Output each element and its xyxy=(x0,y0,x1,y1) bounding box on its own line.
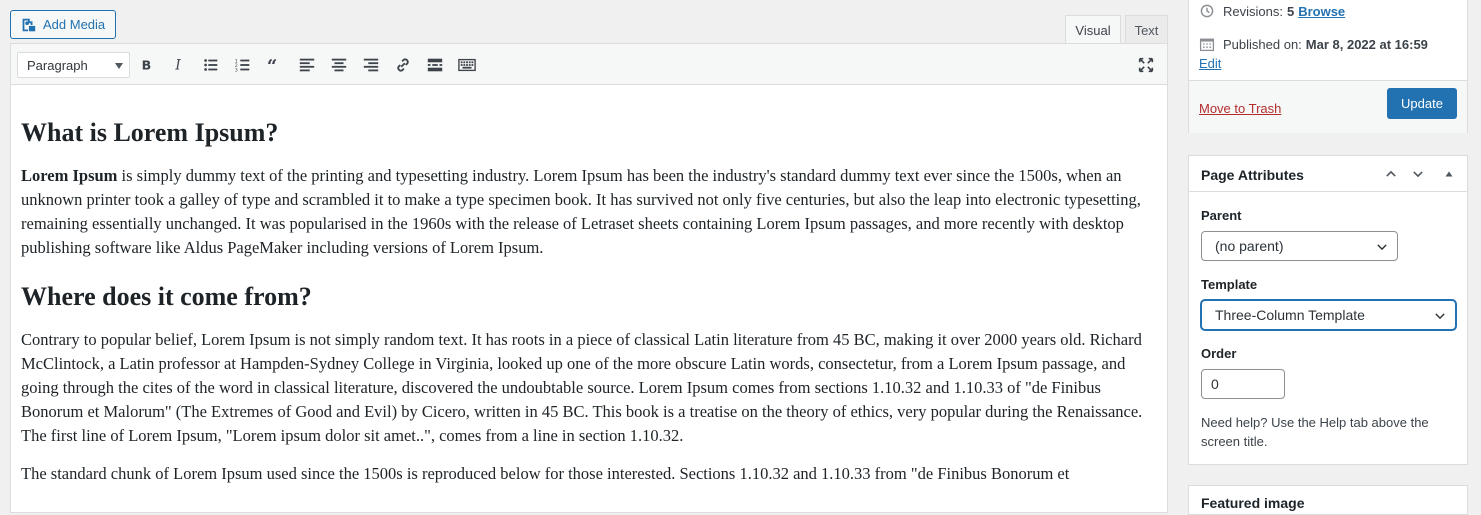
editor-content[interactable] xyxy=(21,96,1157,500)
align-center-icon xyxy=(330,56,348,74)
align-right-button[interactable] xyxy=(358,53,384,77)
bold-button[interactable] xyxy=(134,53,160,77)
heading-what-is: What is Lorem Ipsum? xyxy=(21,118,279,147)
insert-link-button[interactable] xyxy=(390,53,416,77)
revisions-label: Revisions: xyxy=(1223,3,1283,19)
publish-actions xyxy=(1189,80,1467,133)
order-label: Order xyxy=(1201,346,1237,361)
published-label: Published on: xyxy=(1223,36,1302,52)
keyboard-icon xyxy=(458,56,476,74)
template-select-value: Three-Column Template xyxy=(1215,307,1365,323)
align-right-icon xyxy=(362,56,380,74)
align-center-button[interactable] xyxy=(326,53,352,77)
chevron-down-icon xyxy=(115,63,123,69)
history-icon xyxy=(1199,3,1215,19)
parent-select[interactable] xyxy=(1201,231,1398,261)
fullscreen-icon xyxy=(1137,56,1155,74)
paragraph-3: The standard chunk of Lorem Ipsum used since the 1500s is reproduced below for those interested. Sections 1.10.32 and 1.10.33 from "de Finibus Bonorum et xyxy=(21,464,1070,483)
featured-image-title: Featured image xyxy=(1201,495,1305,511)
svg-text:I: I xyxy=(175,57,181,74)
svg-text:3: 3 xyxy=(234,68,238,74)
bullet-list-icon xyxy=(202,56,220,74)
paragraph-1 xyxy=(21,164,1157,260)
link-icon xyxy=(394,56,412,74)
heading-where-from: Where does it come from? xyxy=(21,282,312,311)
page-attributes-header xyxy=(1189,156,1467,192)
featured-image-box xyxy=(1188,485,1468,515)
publish-box xyxy=(1188,0,1468,133)
fullscreen-button[interactable] xyxy=(1133,53,1159,77)
chevron-up-icon xyxy=(1384,167,1398,181)
revisions-row xyxy=(1199,3,1345,19)
tab-visual[interactable]: Visual xyxy=(1065,15,1121,44)
order-input[interactable]: 0 xyxy=(1201,369,1285,399)
published-date: Mar 8, 2022 at 16:59 xyxy=(1305,36,1428,52)
bullet-list-button[interactable] xyxy=(198,53,224,77)
blockquote-button[interactable] xyxy=(262,53,288,77)
read-more-icon xyxy=(426,56,444,74)
page-attributes-title: Page Attributes xyxy=(1201,167,1304,183)
editor xyxy=(10,43,1168,513)
triangle-up-icon xyxy=(1444,169,1454,179)
italic-icon xyxy=(170,56,188,74)
revisions-count: 5 xyxy=(1286,3,1295,19)
page-attributes-box xyxy=(1188,155,1468,465)
editor-toolbar xyxy=(11,44,1167,85)
add-media-label: Add Media xyxy=(43,17,106,32)
move-up-button[interactable] xyxy=(1381,164,1401,184)
numbered-list-button[interactable] xyxy=(230,53,256,77)
bold-icon xyxy=(138,56,156,74)
parent-select-value: (no parent) xyxy=(1215,238,1284,254)
tab-text[interactable]: Text xyxy=(1125,15,1168,44)
bold-text: Lorem Ipsum xyxy=(21,166,118,185)
numbered-list-icon xyxy=(234,56,252,74)
toggle-panel-button[interactable] xyxy=(1439,164,1459,184)
svg-text:2: 2 xyxy=(234,63,238,69)
calendar-icon xyxy=(1199,36,1215,52)
quote-icon xyxy=(266,56,284,74)
chevron-down-icon xyxy=(1433,309,1447,323)
move-to-trash-link[interactable]: Move to Trash xyxy=(1199,101,1282,116)
paragraph-1-text: is simply dummy text of the printing and typesetting industry. Lorem Ipsum has been the industry's standard dummy text ever since the 1500s, when an unknown printer took a galley of type and scrambled it to make a type specimen book. It has survived not only five centuries, but also the leap into electronic typesetting, remaining essentially unchanged. It was popularised in the 1960s with the release of Letraset sheets containing Lorem Ipsum passages, and more recently with desktop publishing software like Aldus PageMaker including versions of Lorem Ipsum. xyxy=(21,166,1141,257)
chevron-down-icon xyxy=(1375,240,1389,254)
toolbar-toggle-button[interactable] xyxy=(454,53,480,77)
update-button[interactable]: Update xyxy=(1387,88,1457,119)
format-select[interactable] xyxy=(17,52,130,78)
format-select-value: Paragraph xyxy=(27,57,88,73)
help-text: Need help? Use the Help tab above the screen title. xyxy=(1201,415,1429,449)
svg-text:B: B xyxy=(141,57,152,73)
template-select[interactable] xyxy=(1201,300,1456,330)
media-icon xyxy=(19,16,37,34)
italic-button[interactable] xyxy=(166,53,192,77)
align-left-icon xyxy=(298,56,316,74)
align-left-button[interactable] xyxy=(294,53,320,77)
chevron-down-icon xyxy=(1411,167,1425,181)
browse-link[interactable]: Browse xyxy=(1298,3,1346,19)
published-row xyxy=(1199,36,1428,52)
move-down-button[interactable] xyxy=(1408,164,1428,184)
paragraph-2: Contrary to popular belief, Lorem Ipsum is not simply random text. It has roots in a piece of classical Latin literature from 45 BC, making it over 2000 years old. Richard McClintock, a Latin professor at Hampden-Sydney College in Virginia, looked up one of the more obscure Latin words, consectetur, from a Lorem Ipsum passage, and going through the cites of the word in classical literature, discovered the undoubtable source. Lorem Ipsum comes from sections 1.10.32 and 1.10.33 of "de Finibus Bonorum et Malorum" (The Extremes of Good and Evil) by Cicero, written in 45 BC. This book is a treatise on the theory of ethics, very popular during the Renaissance. The first line of Lorem Ipsum, "Lorem ipsum dolor sit amet..", comes from a line in section 1.10.32. xyxy=(21,330,1143,445)
svg-text:“: “ xyxy=(266,56,278,74)
svg-text:1: 1 xyxy=(234,59,238,65)
parent-label: Parent xyxy=(1201,208,1242,223)
read-more-button[interactable] xyxy=(422,53,448,77)
add-media-button[interactable] xyxy=(10,10,116,39)
edit-date-link[interactable]: Edit xyxy=(1199,56,1222,71)
template-label: Template xyxy=(1201,277,1258,292)
